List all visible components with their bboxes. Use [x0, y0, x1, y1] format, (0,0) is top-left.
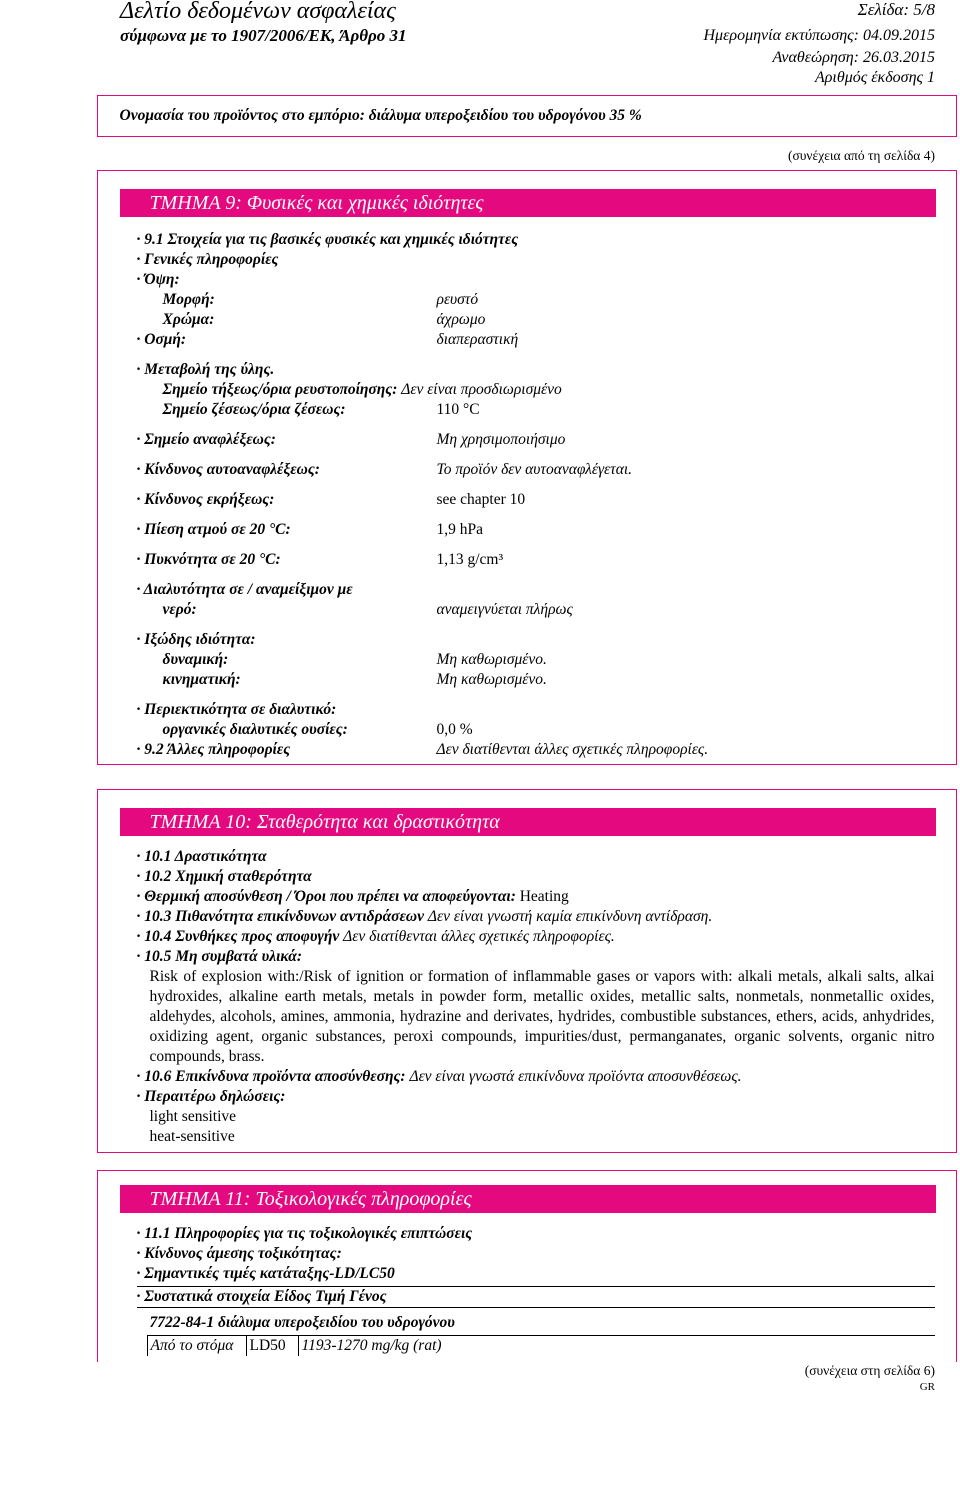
exposure-route-cell: Από το στόμα: [147, 1336, 246, 1356]
section-11-body: [98, 1224, 956, 1356]
sections-flow: [0, 170, 960, 1394]
solubility-label: · Διαλυτότητα σε / αναμείξιμον με: [136, 581, 353, 598]
subsection-11-1-label: · 11.1 Πληροφορίες για τις τοξικολογικές επιπτώσεις: [136, 1225, 473, 1242]
thermal-decomposition-row: [137, 887, 957, 907]
ld-lc50-label: · Σημαντικές τιμές κατάταξης-LD/LC50: [136, 1265, 395, 1282]
self-ignition-row: [137, 460, 957, 480]
subsection-10-6-value: Δεν είναι γνωστά επικίνδυνα προϊόντα αποσυνθέσεως.: [409, 1068, 742, 1085]
subsection-10-6-label: · 10.6 Επικίνδυνα προϊόντα αποσύνθεσης:: [136, 1068, 406, 1085]
vapour-pressure-row: [137, 520, 957, 540]
subsection-10-3: [137, 907, 957, 927]
viscosity-label: · Ιξώδης ιδιότητα:: [136, 631, 256, 648]
regulation-subtitle: σύμφωνα με το 1907/2006/ΕΚ, Άρθρο 31: [120, 26, 407, 45]
density-value: 1,13 g/cm³: [436, 551, 504, 568]
section-11: [97, 1170, 957, 1362]
further-details-row: [137, 1087, 957, 1107]
dynamic-viscosity-label: δυναμική:: [162, 651, 229, 668]
section-10-body: [98, 847, 956, 1147]
subsection-10-2: [137, 867, 957, 887]
product-name-box: [97, 95, 957, 137]
color-row: [137, 310, 957, 330]
density-label: · Πυκνότητα σε 20 °C:: [136, 551, 281, 568]
page-number: Σελίδα: 5/8: [857, 0, 935, 19]
solvent-content-row: [137, 700, 957, 720]
continued-from-note: (συνέχεια από τη σελίδα 4): [787, 148, 935, 163]
incompatible-materials-text: Risk of explosion with:/Risk of ignition or formation of inflammable gases or vapors with: alkali metals, alkali salts, alkai hydroxides, alkaline earth metals, metals in powder form, metallic oxides, metallic salts, nonmetals, nonmetallic oxides, aldehydes, alcohols, amines, ammonia, hydrazine and derivates, hydrides, combustible substances, ethers, acids, anhydrides, oxidizing agent, organic substances, peroxi compounds, impurities/dust, permanganates, organic solvents, organic nitro compounds, brass.: [149, 968, 935, 1065]
appearance-label: · Όψη:: [136, 271, 180, 288]
subsection-10-4: [137, 927, 957, 947]
further-detail-item: light sensitive: [149, 1108, 237, 1125]
boiling-point-row: [137, 400, 957, 420]
melting-point-label: Σημείο τήξεως/όρια ρευστοποίησης:: [162, 381, 398, 398]
section-9-body: [98, 230, 956, 760]
version-number: Αριθμός έκδοσης 1: [814, 69, 935, 86]
subsection-10-6: [137, 1067, 957, 1087]
subsection-10-5-label: · 10.5 Μη συμβατά υλικά:: [136, 948, 303, 965]
kinematic-viscosity-row: [137, 670, 957, 690]
subsection-10-4-value: Δεν διατίθενται άλλες σχετικές πληροφορίες.: [343, 928, 615, 945]
state-change-label: · Μεταβολή της ύλης.: [136, 361, 275, 378]
section-10: [97, 789, 957, 1153]
revision-date: Αναθεώρηση: 26.03.2015: [772, 49, 935, 66]
subsection-10-3-value: Δεν είναι γνωστή καμία επικίνδυνη αντίδραση.: [427, 908, 713, 925]
dynamic-viscosity-row: [137, 650, 957, 670]
kinematic-viscosity-value: Μη καθωρισμένο.: [436, 671, 547, 688]
organic-solvents-value: 0,0 %: [436, 721, 473, 738]
document-title: Δελτίο δεδομένων ασφαλείας: [120, 0, 396, 24]
component-name: 7722-84-1 διάλυμα υπεροξειδίου του υδρογόνου: [149, 1314, 455, 1331]
boiling-point-value: 110 °C: [436, 401, 480, 418]
color-label: Χρώμα:: [162, 311, 215, 328]
general-info-row: [137, 250, 957, 270]
state-change-row: [137, 360, 957, 380]
form-value: ρευστό: [436, 291, 479, 308]
toxicity-value-cell: 1193-1270 mg/kg (rat): [298, 1336, 935, 1356]
odour-label: · Οσμή:: [136, 331, 187, 348]
explosion-danger-value: see chapter 10: [436, 491, 526, 508]
subsection-10-1-label: · 10.1 Δραστικότητα: [136, 848, 267, 865]
odour-value: διαπεραστική: [436, 331, 519, 348]
solvent-content-label: · Περιεκτικότητα σε διαλυτικό:: [136, 701, 337, 718]
water-value: αναμειγνύεται πλήρως: [436, 601, 573, 618]
odour-row: [137, 330, 957, 350]
subsection-10-3-label: · 10.3 Πιθανότητα επικίνδυνων αντιδράσεων: [136, 908, 424, 925]
boiling-point-label: Σημείο ζέσεως/όρια ζέσεως:: [162, 401, 346, 418]
color-value: άχρωμο: [436, 311, 486, 328]
kinematic-viscosity-label: κινηματική:: [162, 671, 241, 688]
component-row: [137, 1313, 957, 1333]
form-label: Μορφή:: [162, 291, 215, 308]
solubility-row: [137, 580, 957, 600]
subsection-9-2-row: [137, 740, 957, 760]
acute-toxicity-label: · Κίνδυνος άμεσης τοξικότητας:: [136, 1245, 342, 1262]
form-row: [137, 290, 957, 310]
melting-point-value: Δεν είναι προσδιωρισμένο: [401, 381, 562, 398]
subsection-10-5: [137, 947, 957, 967]
self-ignition-label: · Κίνδυνος αυτοαναφλέξεως:: [136, 461, 320, 478]
thermal-decomposition-label: · Θερμική αποσύνθεση / Όροι που πρέπει να αποφεύγονται:: [136, 888, 516, 905]
explosion-danger-row: [137, 490, 957, 510]
subsection-9-1: [137, 230, 957, 250]
explosion-danger-label: · Κίνδυνος εκρήξεως:: [136, 491, 275, 508]
further-details-label: · Περαιτέρω δηλώσεις:: [136, 1088, 286, 1105]
density-row: [137, 550, 957, 570]
toxicity-type-cell: LD50: [246, 1336, 298, 1356]
toxicity-table-row: [147, 1335, 935, 1356]
subsection-11-1: [137, 1224, 957, 1244]
vapour-pressure-label: · Πίεση ατμού σε 20 °C:: [136, 521, 291, 538]
organic-solvents-label: οργανικές διαλυτικές ουσίες:: [162, 721, 348, 738]
flash-point-value: Μη χρησιμοποιήσιμο: [436, 431, 566, 448]
further-detail-item: heat-sensitive: [149, 1128, 235, 1145]
ld-lc50-row: [137, 1264, 957, 1284]
flash-point-row: [137, 430, 957, 450]
subsection-9-1-label: · 9.1 Στοιχεία για τις βασικές φυσικές και χημικές ιδιότητες: [136, 231, 519, 248]
subsection-10-2-label: · 10.2 Χημική σταθερότητα: [136, 868, 312, 885]
general-info-label: · Γενικές πληροφορίες: [136, 251, 279, 268]
self-ignition-value: Το προϊόν δεν αυτοαναφλέγεται.: [436, 461, 633, 478]
thermal-decomposition-value: Heating: [519, 888, 569, 905]
subsection-10-1: [137, 847, 957, 867]
water-label: νερό:: [162, 601, 197, 618]
subsection-9-2-value: Δεν διατίθενται άλλες σχετικές πληροφορίες.: [436, 741, 709, 758]
subsection-10-4-label: · 10.4 Συνθήκες προς αποφυγήν: [136, 928, 340, 945]
acute-toxicity-row: [137, 1244, 957, 1264]
water-row: [137, 600, 957, 620]
appearance-row: [137, 270, 957, 290]
section-10-title: ΤΜΗΜΑ 10: Σταθερότητα και δραστικότητα: [120, 808, 936, 836]
viscosity-row: [137, 630, 957, 650]
melting-point-row: [137, 380, 957, 400]
toxicity-table-header-text: · Συστατικά στοιχεία Είδος Τιμή Γένος: [136, 1288, 387, 1305]
product-name: Ονομασία του προϊόντος στο εμπόριο: διάλυμα υπεροξειδίου του υδρογόνου 35 %: [119, 107, 642, 124]
dynamic-viscosity-value: Μη καθωρισμένο.: [436, 651, 547, 668]
country-code: GR: [919, 1381, 935, 1393]
section-11-title: ΤΜΗΜΑ 11: Τοξικολογικές πληροφορίες: [120, 1185, 936, 1213]
flash-point-label: · Σημείο αναφλέξεως:: [136, 431, 276, 448]
continued-on-note: (συνέχεια στη σελίδα 6): [804, 1363, 935, 1378]
print-date: Ημερομηνία εκτύπωσης: 04.09.2015: [703, 27, 935, 44]
organic-solvents-row: [137, 720, 957, 740]
toxicity-table-header: [137, 1286, 935, 1308]
vapour-pressure-value: 1,9 hPa: [436, 521, 483, 538]
section-9-title: ΤΜΗΜΑ 9: Φυσικές και χημικές ιδιότητες: [120, 189, 936, 217]
subsection-9-2-label: · 9.2 Άλλες πληροφορίες: [136, 741, 291, 758]
section-9: [97, 170, 957, 765]
